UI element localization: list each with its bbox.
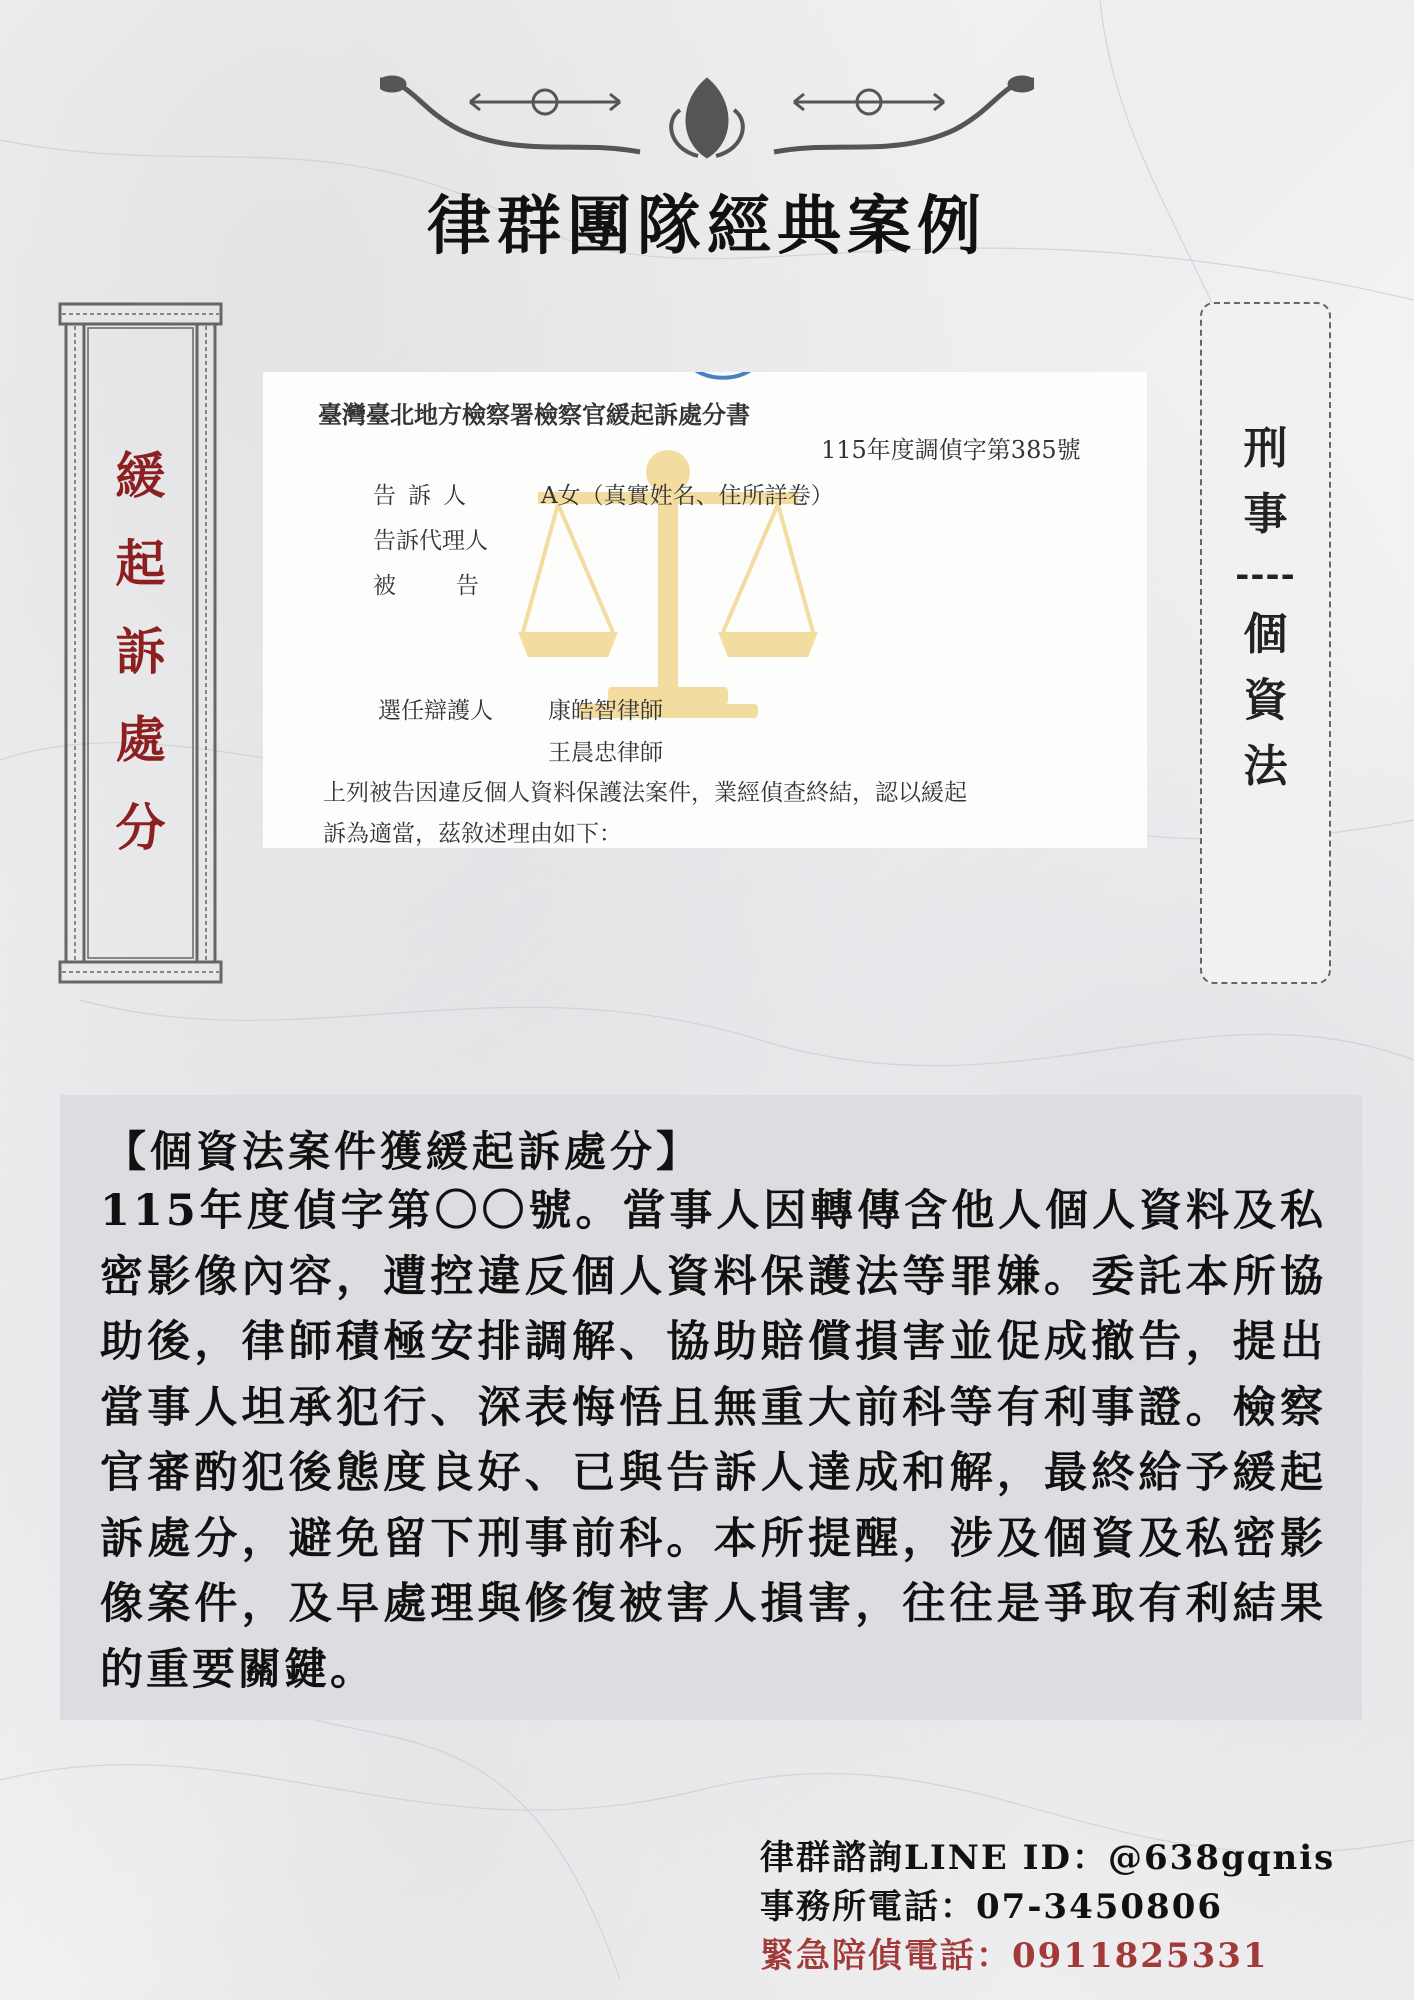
case-summary-panel [60,1095,1362,1720]
left-vertical-label [58,432,223,872]
document-scan [263,372,1147,848]
left-label-char: 訴 [115,622,166,681]
document-row-value: 王晨忠律師 [548,740,663,766]
document-row-label: 選任辯護人 [378,698,493,724]
document-row-label: 被告 [373,573,539,599]
document-case-number: 115年度調偵字第385號 [821,436,1081,464]
page-title: 律群團隊經典案例 [427,189,987,264]
contact-line-id: 律群諮詢LINE ID：@638gqnis [760,1838,1336,1878]
document-paragraph-line: 訴為適當，茲敘述理由如下： [323,821,622,847]
panel-heading: 【個資法案件獲緩起訴處分】 [104,1127,703,1176]
contact-emergency-phone: 緊急陪偵電話：0911825331 [760,1936,1269,1976]
panel-body: 115年度偵字第〇〇號。當事人因轉傳含他人個人資料及私密影像內容，遭控違反個人資料保護法等罪嫌。委託本所協助後，律師積極安排調解、協助賠償損害並促成撤告，提出當事人坦承犯行、深表悔悟且無重大前科等有利事證。檢察官審酌犯後態度良好、已與告訴人達成和解，最終給予緩起訴處分，避免留下刑事前科。本所提醒，涉及個資及私密影像案件，及早處理與修復被害人損害，往往是爭取有利結果的重要關鍵。 [100,1186,1326,1695]
document-row-value: A女（真實姓名、住所詳卷） [541,483,834,509]
right-vertical-box [1200,302,1331,984]
left-label-char: 處 [115,710,166,769]
right-label-char: 事 [1243,489,1288,540]
left-vertical-frame [58,302,223,984]
document-row-label: 告訴代理人 [373,528,488,554]
left-label-char: 分 [115,798,166,857]
seal-stamp-icon [683,372,763,390]
document-paragraph-line: 上列被告因違反個人資料保護法案件，業經偵查終結，認以緩起 [323,780,967,806]
right-label-char: 資 [1243,675,1288,726]
contact-phone: 事務所電話：07-3450806 [760,1887,1224,1927]
right-label-dash: ---- [1235,555,1296,595]
left-label-char: 起 [115,534,166,593]
document-row-value: 康皓智律師 [548,698,663,724]
ornament-divider-icon [380,70,1034,160]
right-vertical-label [1202,416,1329,800]
scales-of-justice-icon [518,432,818,722]
right-label-char: 法 [1243,741,1288,792]
left-label-char: 緩 [115,446,166,505]
document-row-label: 告訴人 [373,483,478,509]
right-label-char: 刑 [1243,423,1288,474]
document-title: 臺灣臺北地方檢察署檢察官緩起訴處分書 [318,400,750,429]
right-label-char: 個 [1243,609,1288,660]
